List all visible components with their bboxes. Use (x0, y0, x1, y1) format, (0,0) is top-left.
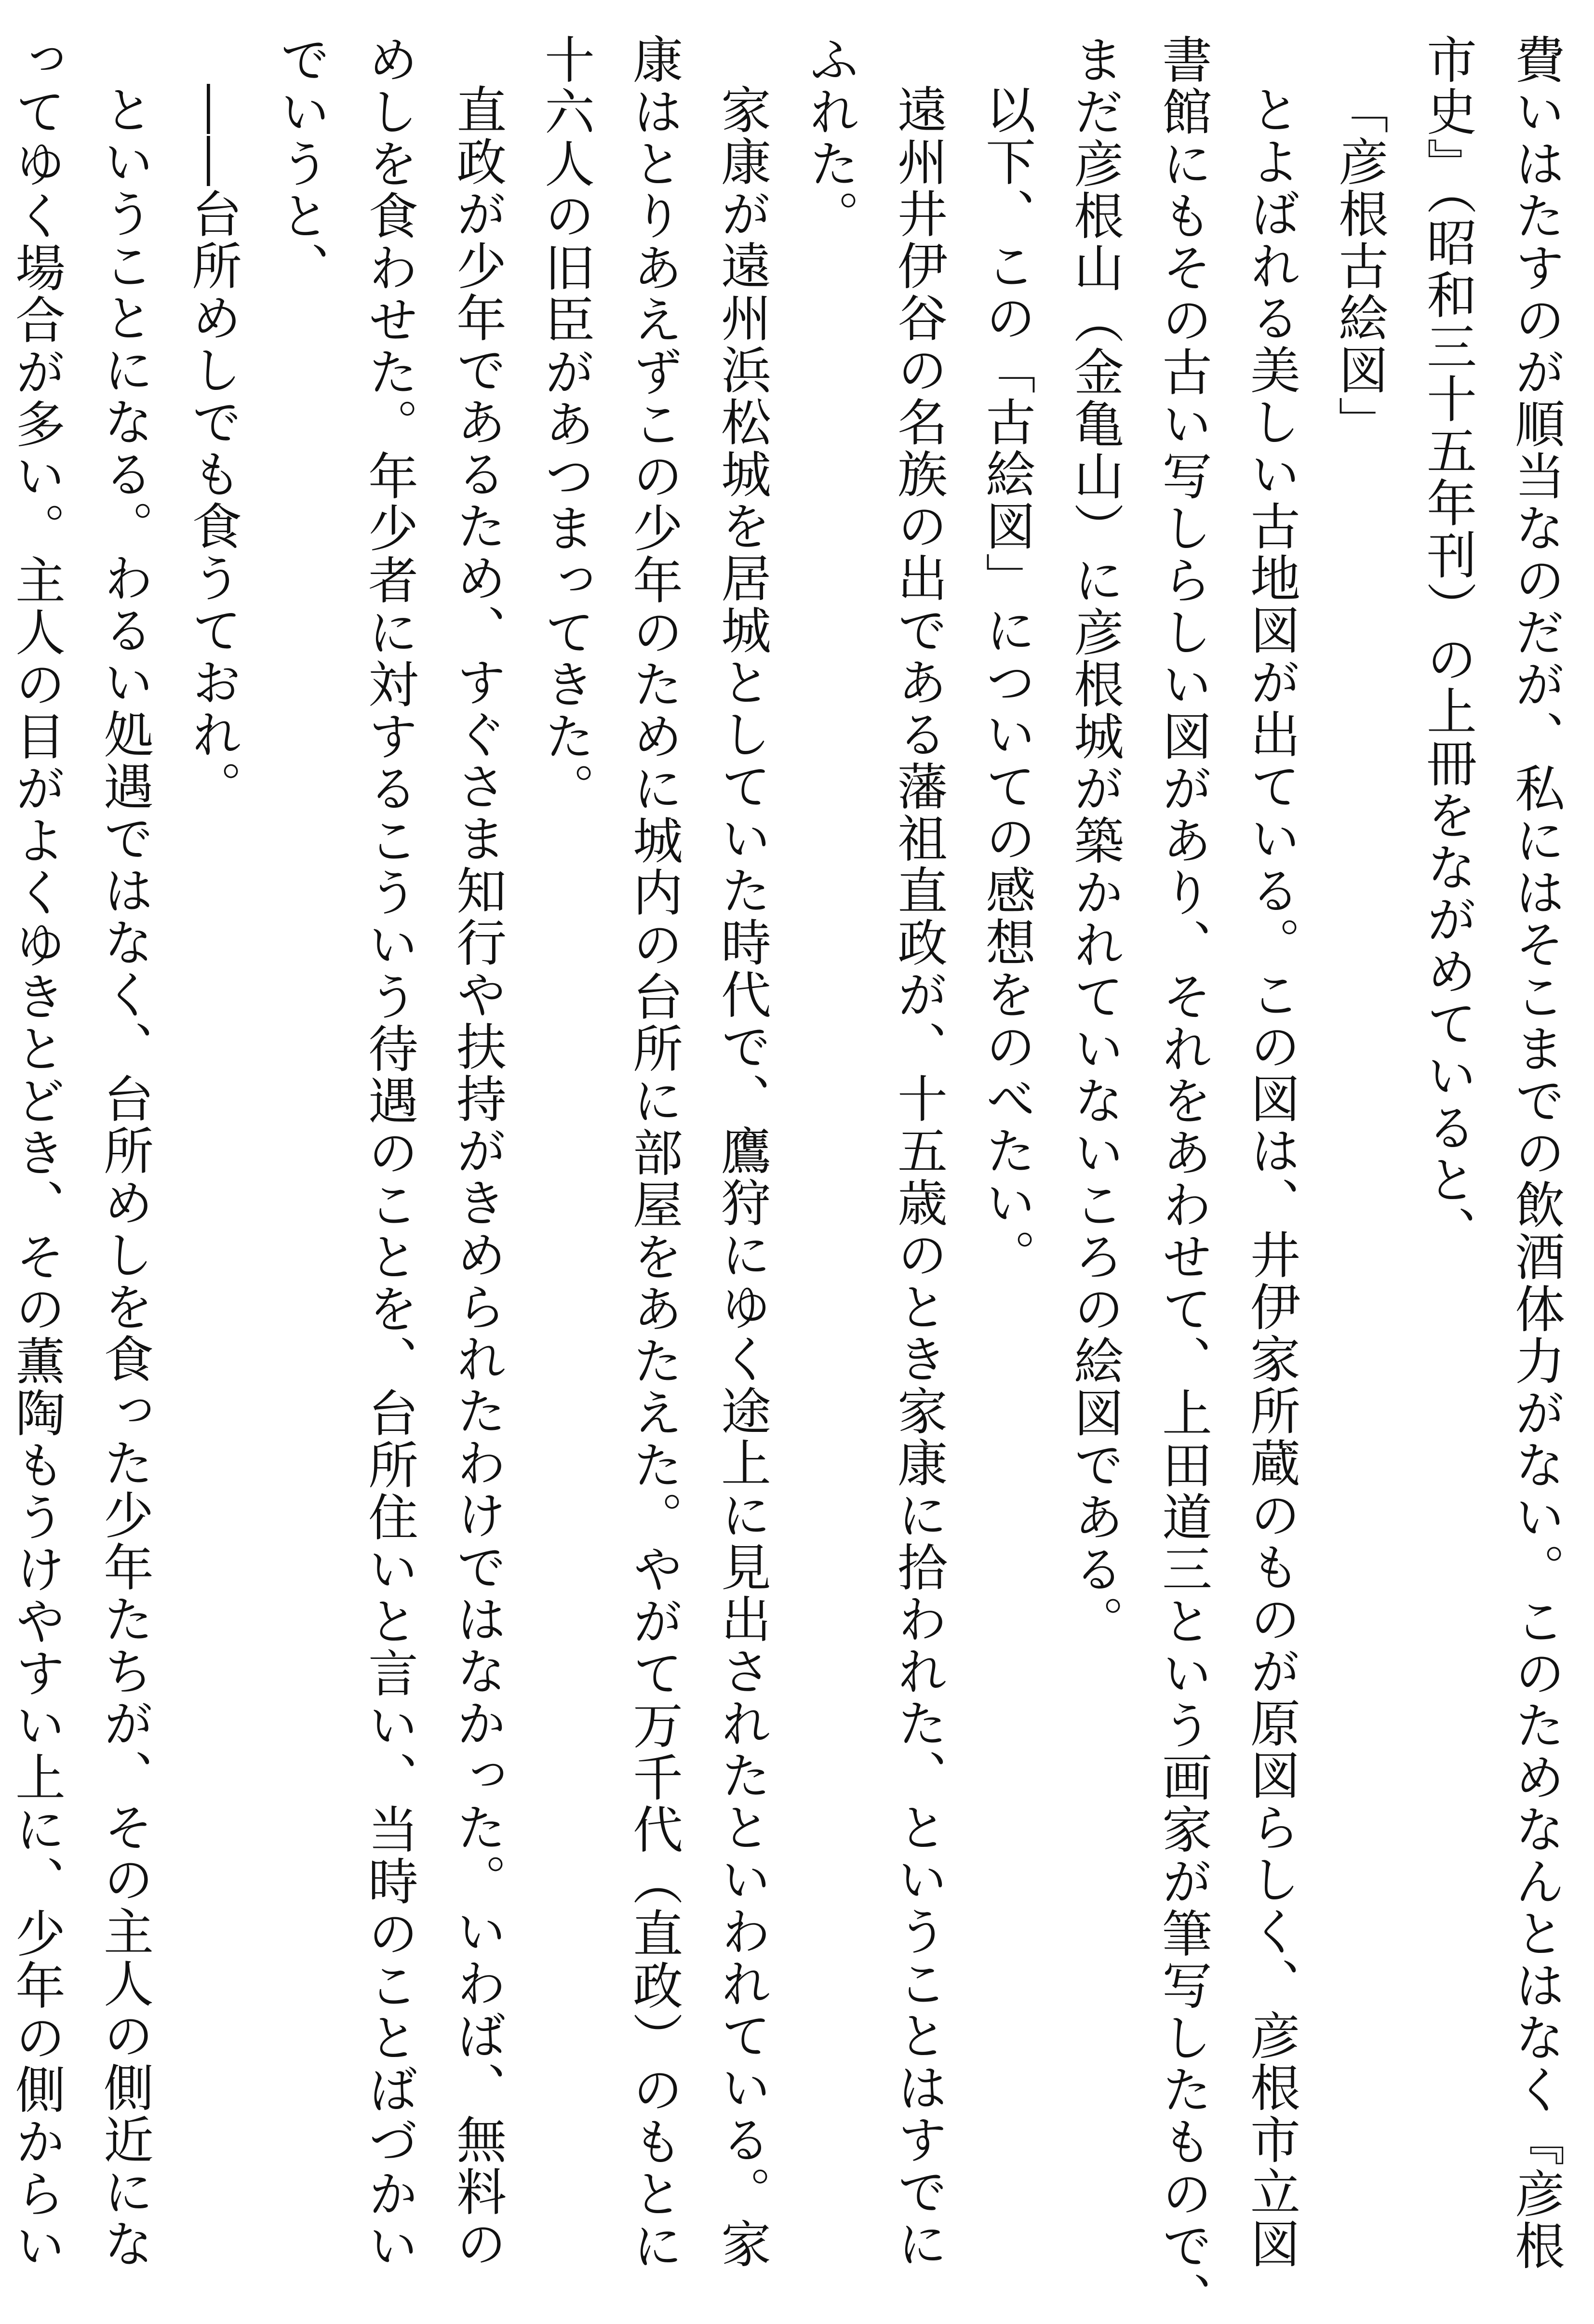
text-line-16: ――台所めしでも食うておれ。 (183, 84, 242, 813)
vertical-text-block (3, 34, 1580, 2324)
text-line-3: 「彦根古絵図」 (1330, 84, 1389, 448)
text-line-11: 康はとりあえずこの少年のために城内の台所に部屋をあたえた。やがて万千代（直政）のもとに (624, 34, 683, 2272)
text-line-10: 家康が遠州浜松城を居城としていた時代で、鷹狩にゆく途上に見出されたといわれている。家 (712, 84, 771, 2270)
text-line-2: 市史』（昭和三十五年刊）の上冊をながめていると、 (1418, 34, 1477, 1258)
text-line-9: ふれた。 (801, 34, 859, 242)
text-line-8: 遠州井伊谷の名族の出である藩祖直政が、十五歳のとき家康に拾われた、ということはすでに (889, 84, 948, 2270)
text-line-17: ということになる。わるい処遇ではなく、台所めしを食った少年たちが、その主人の側近にな (95, 84, 154, 2270)
text-line-13: 直政が少年であるため、すぐさま知行や扶持がきめられたわけではなかった。いわば、無料の (448, 84, 507, 2270)
text-line-14: めしを食わせた。年少者に対するこういう待遇のことを、台所住いと言い、当時のことばづかい (360, 34, 418, 2272)
text-line-5: 書館にもその古い写しらしい図があり、それをあわせて、上田道三という画家が筆写したもので、 (1153, 34, 1212, 2324)
text-line-6: まだ彦根山（金亀山）に彦根城が築かれていないころの絵図である。 (1065, 34, 1124, 1647)
text-line-7: 以下、この「古絵図」についての感想をのべたい。 (977, 84, 1036, 1281)
text-line-15: でいうと、 (271, 34, 330, 294)
text-line-4: とよばれる美しい古地図が出ている。この図は、井伊家所蔵のものが原図らしく、彦根市立図 (1242, 84, 1300, 2270)
text-line-12: 十六人の旧臣があつまってきた。 (536, 34, 595, 815)
text-line-18: ってゆく場合が多い。主人の目がよくゆきとどき、その薫陶もうけやすい上に、少年の側からい (7, 34, 66, 2272)
text-line-1: 費いはたすのが順当なのだが、私にはそこまでの飲酒体力がない。このためなんとはなく『彦根 (1506, 34, 1565, 2272)
